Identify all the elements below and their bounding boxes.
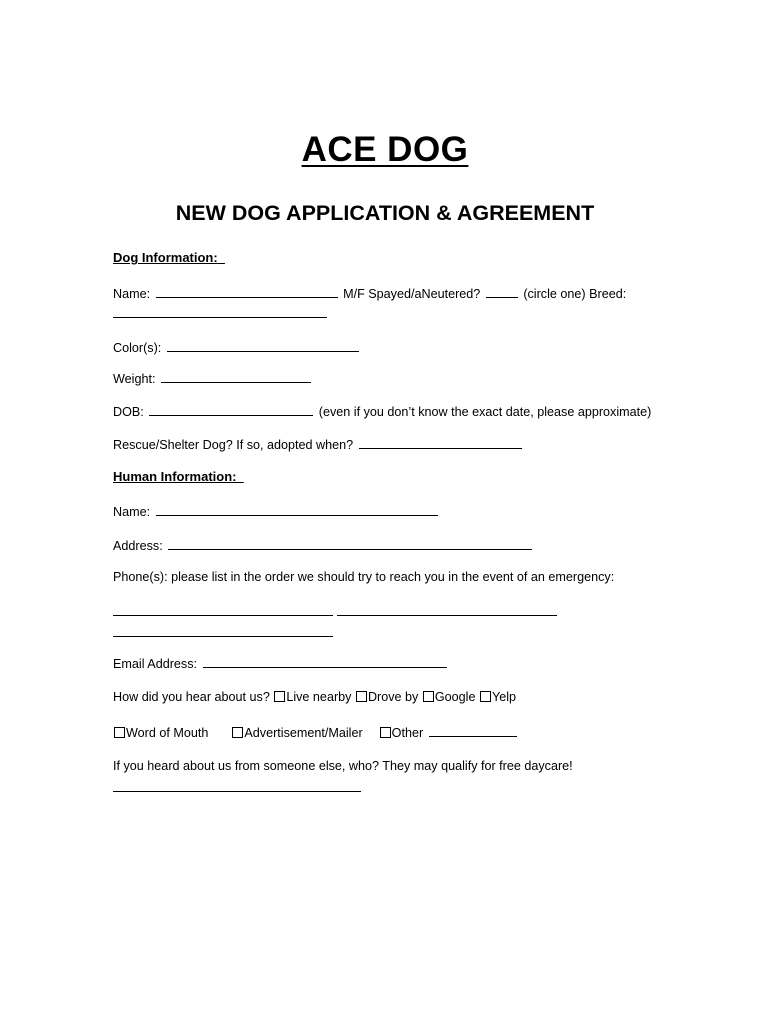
- other-source-field[interactable]: [429, 724, 517, 737]
- option-google[interactable]: Google: [422, 690, 476, 704]
- human-name-field[interactable]: [156, 503, 438, 516]
- checkbox-icon[interactable]: [480, 691, 491, 702]
- form-subtitle: NEW DOG APPLICATION & AGREEMENT: [175, 201, 595, 225]
- dog-name-label: Name:: [113, 287, 151, 301]
- dog-weight-label: Weight:: [113, 372, 156, 386]
- dog-sex-label: M/F Spayed/aNeutered?: [343, 287, 481, 301]
- human-info-heading: [113, 469, 244, 485]
- option-advertisement[interactable]: Advertisement/Mailer: [231, 726, 362, 740]
- dog-weight-row: [113, 370, 313, 387]
- human-address-label: Address:: [113, 539, 163, 553]
- option-word-of-mouth[interactable]: Word of Mouth: [113, 726, 208, 740]
- dog-dob-field[interactable]: [149, 403, 313, 416]
- dog-rescue-row: [113, 436, 524, 453]
- checkbox-icon[interactable]: [356, 691, 367, 702]
- human-email-label: Email Address:: [113, 657, 197, 671]
- dog-name-row: [113, 285, 626, 302]
- dog-dob-row: [113, 403, 651, 420]
- dog-info-heading-text: Dog Information:: [113, 250, 218, 265]
- dog-info-heading: [113, 250, 225, 266]
- human-phone-row: [113, 569, 614, 585]
- dog-dob-note: (even if you don’t know the exact date, please approximate): [318, 405, 652, 419]
- dog-name-field[interactable]: [156, 285, 338, 298]
- option-live-nearby[interactable]: Live nearby: [273, 690, 351, 704]
- dog-colors-field[interactable]: [167, 339, 359, 352]
- phone-field-2[interactable]: [337, 615, 557, 616]
- dog-colors-row: [113, 339, 361, 356]
- dog-sex-field[interactable]: [486, 285, 518, 298]
- hear-about-row-2: [113, 724, 519, 741]
- phone-field-3[interactable]: [113, 636, 333, 637]
- human-phone-label: Phone(s): please list in the order we should try to reach you in the event of an emergency:: [113, 570, 615, 584]
- human-address-row: [113, 537, 534, 554]
- human-name-label: Name:: [113, 505, 151, 519]
- dog-rescue-label: Rescue/Shelter Dog? If so, adopted when?: [113, 438, 354, 452]
- human-info-heading-text: Human Information:: [113, 469, 237, 484]
- dog-weight-field[interactable]: [161, 370, 311, 383]
- option-other[interactable]: Other: [379, 726, 424, 740]
- human-email-row: [113, 655, 449, 672]
- option-yelp[interactable]: Yelp: [479, 690, 516, 704]
- dog-dob-label: DOB:: [113, 405, 144, 419]
- checkbox-icon[interactable]: [423, 691, 434, 702]
- option-drove-by[interactable]: Drove by: [355, 690, 418, 704]
- page-title: ACE DOG: [301, 130, 469, 169]
- human-address-field[interactable]: [168, 537, 532, 550]
- referral-label: If you heard about us from someone else, who? They may qualify for free daycare!: [113, 759, 573, 773]
- hear-about-row: [113, 689, 516, 705]
- human-name-row: [113, 503, 440, 520]
- hear-about-label: How did you hear about us?: [113, 690, 270, 704]
- checkbox-icon[interactable]: [274, 691, 285, 702]
- checkbox-icon[interactable]: [380, 727, 391, 738]
- referral-field[interactable]: [113, 791, 361, 792]
- phone-field-1[interactable]: [113, 615, 333, 616]
- dog-breed-field[interactable]: [113, 317, 327, 318]
- dog-breed-label: (circle one) Breed:: [523, 287, 627, 301]
- dog-rescue-field[interactable]: [359, 436, 522, 449]
- dog-colors-label: Color(s):: [113, 341, 162, 355]
- referral-row: [113, 758, 573, 774]
- checkbox-icon[interactable]: [114, 727, 125, 738]
- checkbox-icon[interactable]: [232, 727, 243, 738]
- human-email-field[interactable]: [203, 655, 447, 668]
